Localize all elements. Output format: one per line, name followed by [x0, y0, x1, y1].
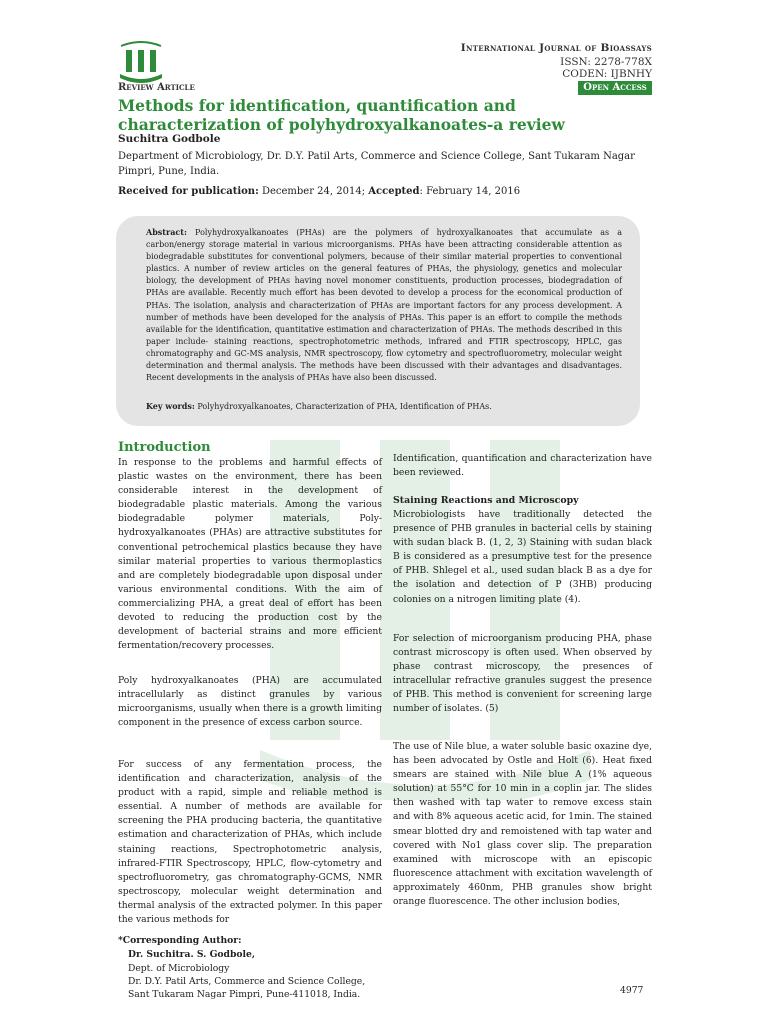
accepted-label: Accepted: [368, 186, 420, 197]
corresponding-college: Dr. D.Y. Patil Arts, Commerce and Science College,: [128, 976, 366, 987]
received-date: December 24, 2014;: [261, 186, 366, 197]
corresponding-name: Dr. Suchitra. S. Godbole,: [128, 949, 256, 960]
staining-heading: Staining Reactions and Microscopy: [393, 495, 579, 506]
journal-logo: [118, 40, 164, 84]
abstract-text: Polyhydroxyalkanoates (PHAs) are the polymers of hydroxyalkanoates that accumulate as a carbon/energy storage material in various microorganisms. PHAs have been attracting considerable attention as biodegradable substitutes for conventional polymers, because of their similar material properties to conventional plastics. A number of review articles on the general features of PHAs, the physiology, genetics and molecular biology, the development of PHAs having novel monomer constituents, production processes, biodegradation of PHAs are available. Recently much effort has been devoted to develop a process for the economical production of PHAs. The isolation, analysis and characterization of PHAs are important factors for any process development. A number of methods have been developed for the analysis of PHAs. This paper is an effort to compile the methods available for the identification, quantitative estimation and characterization of PHAs. The methods described in this paper include- staining reactions, spectrophotometric methods, infrared and FTIR spectroscopy, HPLC, gas chromatography and GC-MS analysis, NMR spectroscopy, flow cytometry and spectrofluorometry, molecular weight determination and thermal analysis. The methods have been discussed with their advantages and disadvantages. Recent developments in the analysis of PHAs have also been discussed.: [146, 228, 623, 383]
right-paragraph-1: Identification, quantification and characterization have been reviewed.: [393, 453, 652, 479]
right-paragraph-4: The use of Nile blue, a water soluble basic oxazine dye, has been advocated by Ostle and Holt (6). Heat fixed smears are stained with Nile blue A (1% aqueous solution) at 55°C for 10 min in a coplin jar. The slides then washed with tap water to remove excess stain and with 8% aqueous acetic acid, for 1min. The stained smear blotted dry and remoistened with tap water and covered with No1 glass cover slip. The preparation examined with microscope with an episcopic fluorescence attachment with excitation wavelength of approximately 460nm, PHB granules show bright orange fluorescence. The other inclusion bodies,: [393, 741, 652, 908]
introduction-heading: Introduction: [118, 440, 211, 455]
page-number: 4977: [620, 985, 644, 996]
keywords: [146, 401, 622, 411]
author-name: Suchitra Godbole: [118, 133, 221, 145]
corresponding-address: Sant Tukaram Nagar Pimpri, Pune-411018, India.: [128, 989, 361, 1000]
received-label: Received for publication:: [118, 186, 259, 197]
right-paragraph-2: Microbiologists have traditionally detected the presence of PHB granules in bacterial cells by staining with sudan black B. (1, 2, 3) Staining with sudan black B is considered as a presumptive test for the presence of PHB. Shlegel et al., used sudan black B as a dye for the isolation and detection of P (3HB) producing colonies on a nitrogen limiting plate (4).: [393, 509, 652, 605]
author-affiliation: Department of Microbiology, Dr. D.Y. Patil Arts, Commerce and Science College, Sant Tukaram Nagar Pimpri, Pune, India.: [118, 151, 635, 177]
right-paragraph-3: For selection of microorganism producing PHA, phase contrast microscopy is often used. When observed by phase contrast microscopy, the presences of intracellular refractive granules suggest the presence of PHB. This method is convenient for screening large number of isolates. (5): [393, 633, 652, 715]
abstract: [146, 226, 622, 384]
open-access-badge: Open Access: [578, 81, 652, 95]
abstract-label: Abstract:: [146, 227, 187, 237]
keywords-label: Key words:: [146, 401, 195, 411]
intro-paragraph-3: For success of any fermentation process, the identification and characterization, analysis of the product with a rapid, simple and reliable method is essential. A number of methods are available for screening the PHA producing bacteria, the quantitative estimation and characterization of PHAs, which include staining reactions, Spectrophotometric analysis, infrared-FTIR Spectroscopy, HPLC, flow-cytometry and spectrofluorometry, gas chromatography-GCMS, NMR spectroscopy, molecular weight determination and thermal analysis of the extracted polymer. In this paper the various methods for: [118, 759, 382, 926]
issn: ISSN: 2278-778X: [560, 56, 652, 68]
corresponding-label: *Corresponding Author:: [118, 935, 242, 946]
article-type: Review Article: [118, 82, 195, 93]
accepted-date: : February 14, 2016: [419, 186, 521, 197]
corresponding-dept: Dept. of Microbiology: [128, 963, 230, 974]
coden: CODEN: IJBNHY: [562, 68, 652, 80]
journal-name: International Journal of Bioassays: [460, 42, 652, 54]
intro-paragraph-1: In response to the problems and harmful effects of plastic wastes on the environment, there has been considerable interest in the development of biodegradable plastic materials. Among the various biodegradable polymer materials, Poly-hydroxyalkanoates (PHAs) are attractive substitutes for conventional petrochemical plastics because they have similar material properties to various thermoplastics and are completely biodegradable upon disposal under various environmental conditions. With the aim of commercializing PHA, a great deal of effort has been devoted to reducing the production cost by the development of bacterial strains and more efficient fermentation/recovery processes.: [118, 457, 382, 652]
intro-paragraph-2: Poly hydroxyalkanoates (PHA) are accumulated intracellularly as distinct granules by various microorganisms, usually when there is a growth limiting component in the presence of excess carbon source.: [118, 675, 382, 729]
publication-dates: [118, 186, 658, 197]
article-title: Methods for identification, quantification and characterization of polyhydroxyalkanoates-a review: [118, 96, 565, 134]
keywords-text: Polyhydroxyalkanoates, Characterization of PHA, Identification of PHAs.: [197, 402, 492, 411]
